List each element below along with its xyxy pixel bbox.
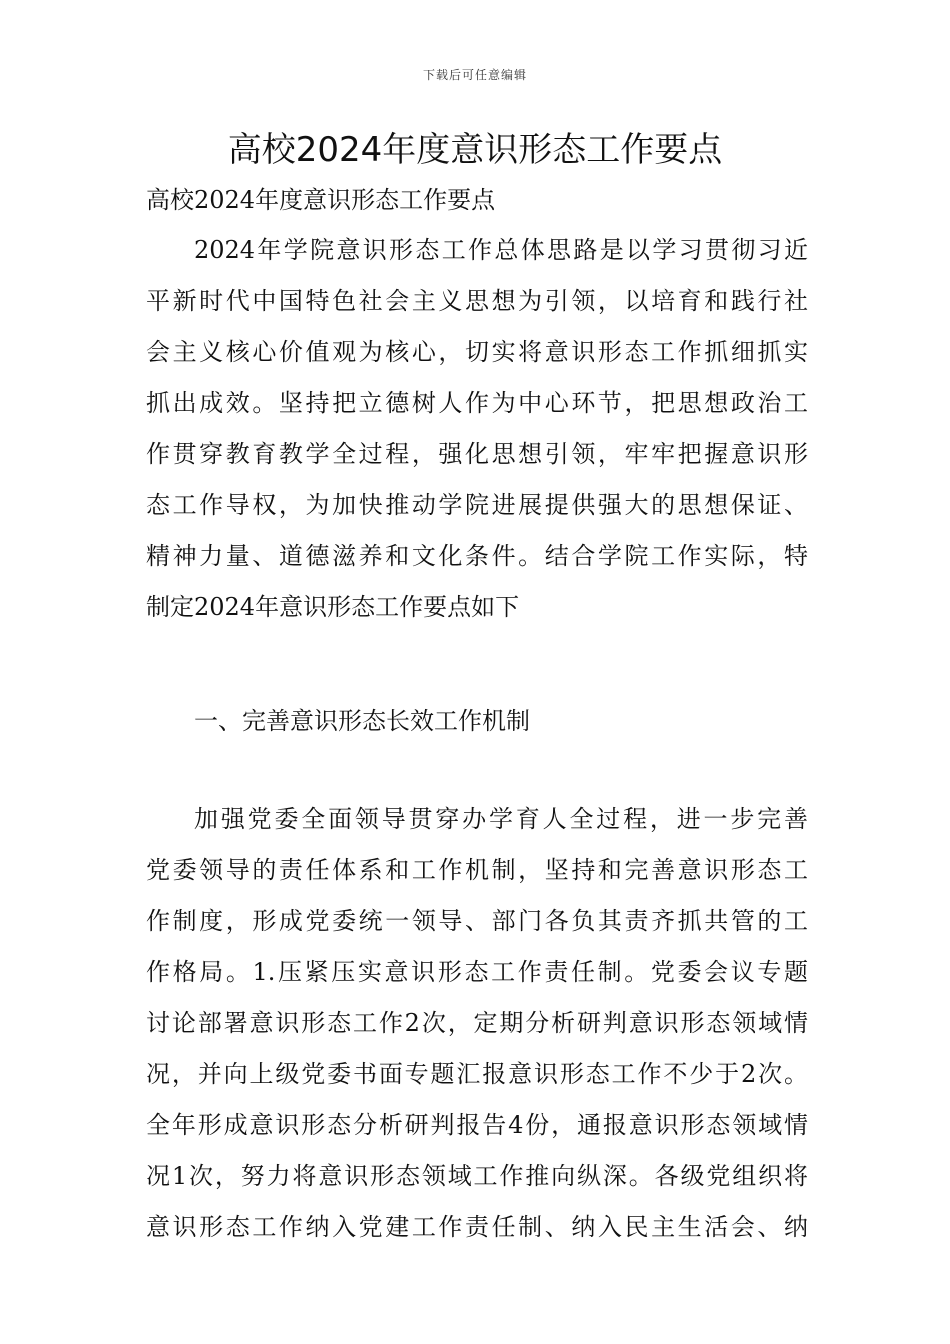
paragraph-line: 会主义核心价值观为核心，切实将意识形态工作抓细抓实 xyxy=(146,338,808,366)
paragraph-line: 况1次，努力将意识形态领域工作推向纵深。各级党组织将 xyxy=(146,1162,808,1190)
paragraph-line: 全年形成意识形态分析研判报告4份，通报意识形态领域情 xyxy=(146,1111,808,1139)
header-note: 下载后可任意编辑 xyxy=(422,68,527,82)
paragraph-line: 况，并向上级党委书面专题汇报意识形态工作不少于2次。 xyxy=(146,1060,808,1088)
paragraph-line: 作制度，形成党委统一领导、部门各负其责齐抓共管的工 xyxy=(146,907,808,935)
paragraph-line: 意识形态工作纳入党建工作责任制、纳入民主生活会、纳 xyxy=(146,1213,808,1241)
paragraph-line: 加强党委全面领导贯穿办学育人全过程，进一步完善 xyxy=(194,805,808,833)
paragraph-line: 党委领导的责任体系和工作机制，坚持和完善意识形态工 xyxy=(146,856,808,884)
section-heading: 一、完善意识形态长效工作机制 xyxy=(194,707,530,735)
paragraph-line: 讨论部署意识形态工作2次，定期分析研判意识形态领域情 xyxy=(146,1009,808,1037)
document-title: 高校2024年度意识形态工作要点 xyxy=(227,130,723,170)
paragraph-line: 2024年学院意识形态工作总体思路是以学习贯彻习近 xyxy=(194,236,808,264)
paragraph-line: 作格局。1.压紧压实意识形态工作责任制。党委会议专题 xyxy=(146,958,808,986)
subtitle: 高校2024年度意识形态工作要点 xyxy=(146,186,496,214)
paragraph-line: 制定2024年意识形态工作要点如下 xyxy=(146,593,520,621)
paragraph-line: 精神力量、道德滋养和文化条件。结合学院工作实际，特 xyxy=(146,542,808,570)
paragraph-intro xyxy=(146,228,808,629)
paragraph-line: 抓出成效。坚持把立德树人作为中心环节，把思想政治工 xyxy=(146,389,808,417)
paragraph-line: 态工作导权，为加快推动学院进展提供强大的思想保证、 xyxy=(146,491,808,519)
paragraph-line: 平新时代中国特色社会主义思想为引领，以培育和践行社 xyxy=(146,287,808,315)
paragraph-section1 xyxy=(146,797,808,1249)
paragraph-line: 作贯穿教育教学全过程，强化思想引领，牢牢把握意识形 xyxy=(146,440,808,468)
document-body xyxy=(146,178,808,1256)
